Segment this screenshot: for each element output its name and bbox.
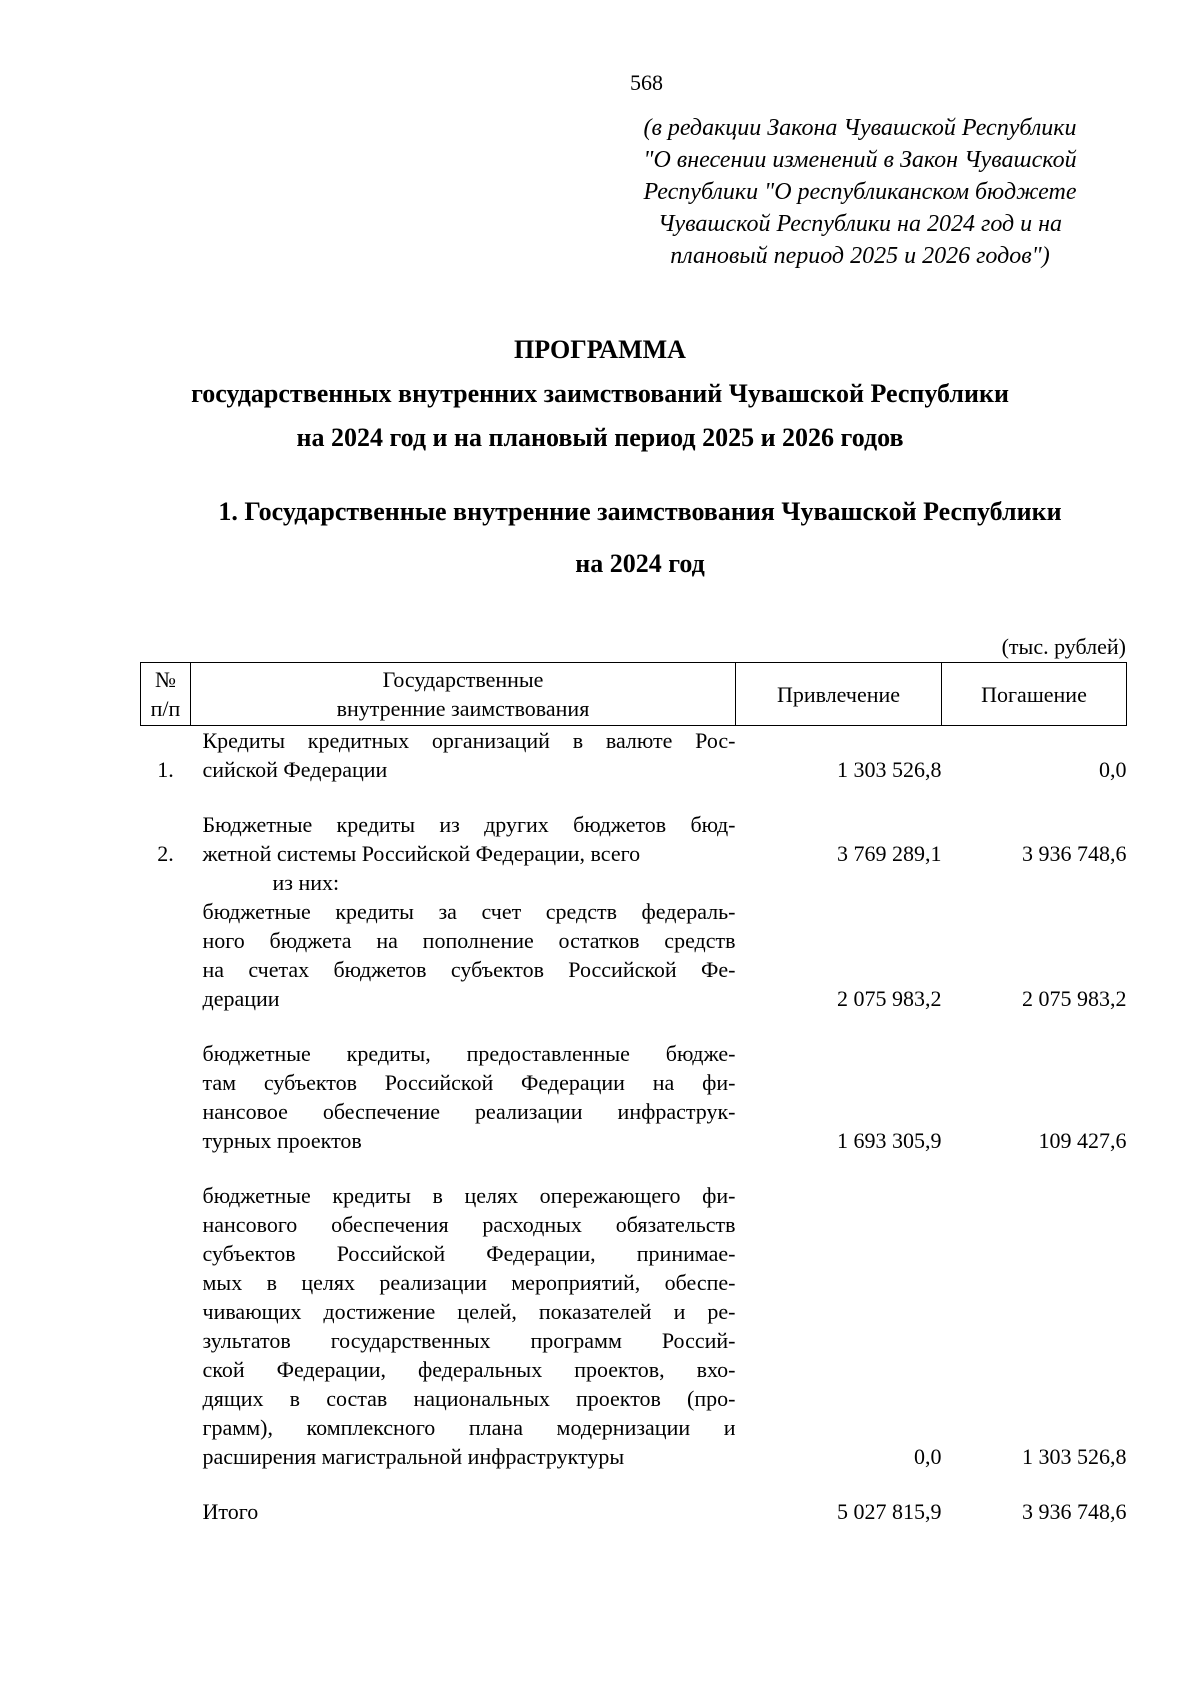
row-description	[191, 810, 736, 868]
description-line: турных проектов	[202, 1128, 362, 1153]
section-title-line: на 2024 год	[575, 549, 705, 578]
header-name	[191, 663, 736, 726]
row-description	[191, 897, 736, 1013]
description-line: Кредиты кредитных организаций в валюте Рос-	[202, 728, 736, 753]
row-raising: 3 769 289,1	[837, 841, 942, 866]
edition-note-line: "О внесении изменений в Закон Чувашской	[643, 147, 1077, 173]
header-raising: Привлечение	[736, 663, 942, 726]
table-total-row	[141, 1497, 1127, 1526]
table-subhead-row	[141, 868, 1127, 897]
description-line: на счетах бюджетов субъектов Российской Фе-	[202, 957, 736, 982]
header-number	[141, 663, 191, 726]
total-label	[191, 1497, 736, 1526]
table-row	[141, 1181, 1127, 1471]
row-number: 1.	[157, 757, 174, 782]
row-raising: 1 693 305,9	[837, 1128, 942, 1153]
description-line: дерации	[202, 986, 280, 1011]
row-number	[141, 1039, 191, 1155]
row-number: 2.	[157, 841, 174, 866]
section-title	[180, 486, 1100, 590]
edition-note-line: Чувашской Республики на 2024 год и на	[657, 211, 1063, 237]
row-repayment: 0,0	[1099, 757, 1127, 782]
row-repayment: 3 936 748,6	[1022, 841, 1127, 866]
header-name-line: Государственные	[382, 667, 544, 692]
description-line: бюджетные кредиты за счет средств федераль-	[202, 899, 736, 924]
description-line: ного бюджета на пополнение остатков средств	[202, 928, 736, 953]
document-subtitle	[0, 372, 1200, 460]
section-title-line: 1. Государственные внутренние заимствования Чувашской Республики	[218, 497, 1062, 526]
row-raising: 1 303 526,8	[837, 757, 942, 782]
edition-note-line: (в редакции Закона Чувашской Республики	[643, 115, 1077, 141]
description-line: чивающих достижение целей, показателей и ре-	[202, 1299, 736, 1324]
row-repayment: 1 303 526,8	[1022, 1444, 1127, 1469]
row-raising: 2 075 983,2	[837, 986, 942, 1011]
row-raising: 0,0	[914, 1444, 942, 1469]
row-description	[191, 726, 736, 785]
description-line: Бюджетные кредиты из других бюджетов бюд-	[202, 812, 736, 837]
description-line: сийской Федерации	[202, 757, 388, 782]
page-number: 568	[630, 70, 663, 95]
table-row	[141, 897, 1127, 1013]
row-number	[141, 1181, 191, 1471]
description-line: мых в целях реализации мероприятий, обеспе-	[202, 1270, 736, 1295]
total-label-text: Итого	[202, 1499, 259, 1524]
description-line: бюджетные кредиты в целях опережающего фи-	[202, 1183, 736, 1208]
subtitle-line: на 2024 год и на плановый период 2025 и 2026 годов	[296, 423, 904, 452]
subhead-cell	[191, 868, 736, 897]
description-line: дящих в состав национальных проектов (про-	[202, 1386, 736, 1411]
header-repayment: Погашение	[942, 663, 1127, 726]
table-header-row	[141, 663, 1127, 726]
edition-note-line: Республики "О республиканском бюджете	[643, 179, 1077, 205]
description-line: зультатов государственных программ Россий-	[202, 1328, 736, 1353]
subtitle-line: государственных внутренних заимствований Чувашской Республики	[191, 379, 1009, 408]
row-repayment: 2 075 983,2	[1022, 986, 1127, 1011]
document-title: ПРОГРАММА	[514, 335, 686, 364]
row-repayment: 109 427,6	[1038, 1128, 1127, 1153]
header-number-line: №	[155, 667, 176, 692]
borrowings-table	[140, 662, 1127, 1526]
description-line: ской Федерации, федеральных проектов, вхо-	[202, 1357, 736, 1382]
description-line: там субъектов Российской Федерации на фи-	[202, 1070, 736, 1095]
total-repayment: 3 936 748,6	[1022, 1499, 1127, 1524]
description-line: бюджетные кредиты, предоставленные бюдже-	[202, 1041, 736, 1066]
units-label: (тыс. рублей)	[1001, 634, 1126, 659]
description-line: расширения магистральной инфраструктуры	[202, 1444, 625, 1469]
row-description	[191, 1039, 736, 1155]
description-line: нансового обеспечения расходных обязательств	[202, 1212, 736, 1237]
edition-note-line: плановый период 2025 и 2026 годов")	[670, 243, 1050, 269]
table-row	[141, 810, 1127, 868]
description-line: жетной системы Российской Федерации, всего	[202, 841, 641, 866]
total-raising: 5 027 815,9	[837, 1499, 942, 1524]
table-row	[141, 1039, 1127, 1155]
description-line: субъектов Российской Федерации, принимае-	[202, 1241, 736, 1266]
edition-note	[615, 112, 1105, 272]
description-line: нансовое обеспечение реализации инфраструк-	[202, 1099, 736, 1124]
table-row	[141, 726, 1127, 785]
row-description	[191, 1181, 736, 1471]
description-line: грамм), комплексного плана модернизации и	[202, 1415, 736, 1440]
row-number	[141, 897, 191, 1013]
subhead-label: из них:	[272, 870, 340, 895]
header-name-line: внутренние заимствования	[336, 696, 590, 721]
header-number-line: п/п	[150, 696, 181, 721]
